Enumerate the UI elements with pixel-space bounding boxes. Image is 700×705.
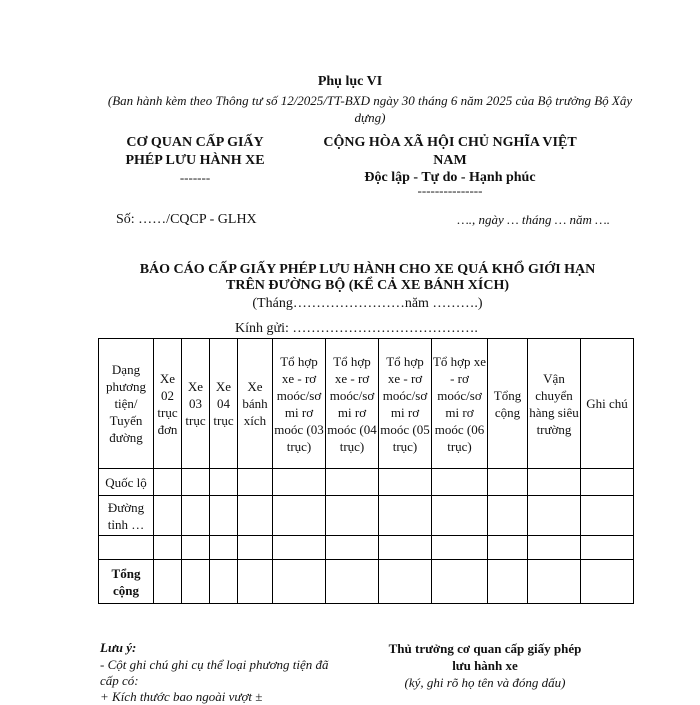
- col-header-combo-6: Tổ hợp xe - rơ moóc/sơ mi rơ moóc (06 trục): [432, 339, 488, 469]
- row-label-total: Tổng cộng: [99, 560, 154, 604]
- note-text: [100, 657, 340, 705]
- col-header-combo-3: Tổ hợp xe - rơ moóc/sơ mi rơ moóc (03 trục): [273, 339, 326, 469]
- note-line-2: + Kích thước bao ngoài vượt ±: [100, 689, 263, 704]
- signer-line-2: lưu hành xe: [452, 658, 518, 673]
- table-row: [99, 536, 634, 560]
- table-row: [99, 469, 634, 496]
- note-title: Lưu ý:: [100, 640, 137, 655]
- nation-line-2: NAM: [433, 153, 467, 168]
- appendix-note: (Ban hành kèm theo Thông tư số 12/2025/TT-BXD ngày 30 tháng 6 năm 2025 của Bộ trưởng Bộ Xây dựng): [107, 93, 633, 125]
- agency-line-2: PHÉP LƯU HÀNH XE: [125, 153, 265, 168]
- report-table: [98, 338, 634, 604]
- col-header-combo-4: Tổ hợp xe - rơ moóc/sơ mi rơ moóc (04 trục): [326, 339, 379, 469]
- row-label-provincial-road: Đường tỉnh …: [99, 496, 154, 536]
- place-date: …., ngày … tháng … năm ….: [457, 212, 610, 227]
- appendix-title: Phụ lục VI: [317, 74, 383, 89]
- col-header-total: Tổng cộng: [488, 339, 528, 469]
- document-number: Số: ……/CQCP - GLHX: [116, 212, 257, 227]
- col-header-2-axle: Xe 02 trục đơn: [154, 339, 182, 469]
- col-header-4-axle: Xe 04 trục: [210, 339, 238, 469]
- signer-title: [350, 640, 620, 674]
- report-title: [100, 262, 635, 294]
- row-label-national-road: Quốc lộ: [99, 469, 154, 496]
- national-title: [300, 134, 600, 170]
- signer-line-1: Thủ trưởng cơ quan cấp giấy phép: [388, 641, 582, 656]
- col-header-vehicle-route: Dạng phương tiện/ Tuyến đường: [99, 339, 154, 469]
- col-header-notes: Ghi chú: [581, 339, 634, 469]
- col-header-3-axle: Xe 03 trục: [182, 339, 210, 469]
- col-header-tracked: Xe bánh xích: [238, 339, 273, 469]
- agency-rule: -------: [179, 170, 211, 185]
- table-row: [99, 496, 634, 536]
- agency-line-1: CƠ QUAN CẤP GIẤY: [126, 135, 264, 150]
- row-label-blank: [99, 536, 154, 560]
- report-period: (Tháng……………………năm ……….): [252, 296, 483, 311]
- col-header-oversize-cargo: Vận chuyển hàng siêu trường: [528, 339, 581, 469]
- national-motto: Độc lập - Tự do - Hạnh phúc: [364, 170, 536, 185]
- recipient-line: Kính gửi: ………………………………….: [235, 321, 478, 336]
- nation-line-1: CỘNG HÒA XÃ HỘI CHỦ NGHĨA VIỆT: [323, 135, 577, 150]
- table-header-row: [99, 339, 634, 469]
- col-header-combo-5: Tổ hợp xe - rơ moóc/sơ mi rơ moóc (05 trục): [379, 339, 432, 469]
- table-row: [99, 560, 634, 604]
- motto-rule: ---------------: [417, 183, 483, 198]
- report-title-line-2: TRÊN ĐƯỜNG BỘ (KỂ CẢ XE BÁNH XÍCH): [226, 278, 509, 293]
- report-title-line-1: BÁO CÁO CẤP GIẤY PHÉP LƯU HÀNH CHO XE QUÁ KHỔ GIỚI HẠN: [139, 262, 596, 277]
- note-line-1: - Cột ghi chú ghi cụ thể loại phương tiện đã cấp có:: [100, 657, 329, 688]
- signer-hint: (ký, ghi rõ họ tên và đóng dấu): [404, 675, 566, 690]
- issuing-agency: [100, 134, 290, 170]
